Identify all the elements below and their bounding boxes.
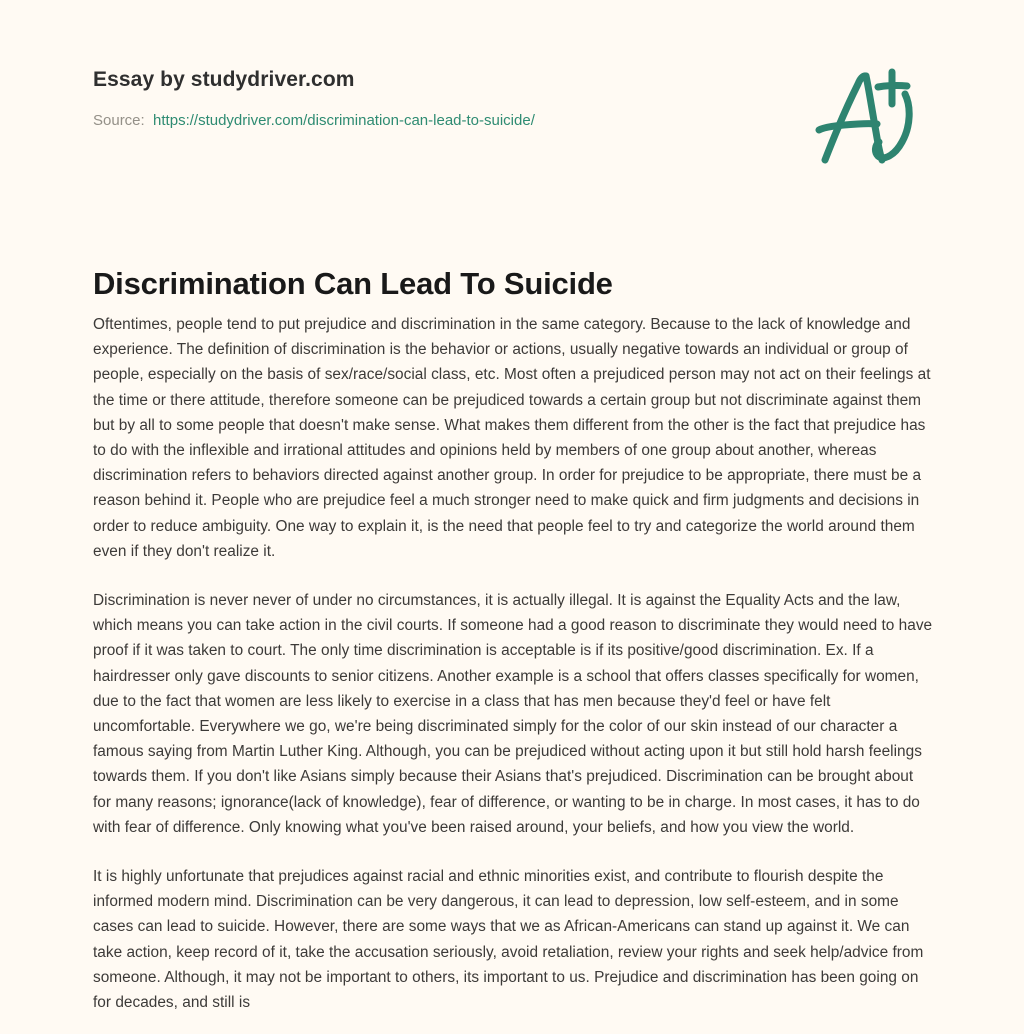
- source-line: [93, 111, 793, 131]
- essay-body: [93, 312, 933, 1015]
- brand-byline: Essay by studydriver.com: [93, 68, 355, 91]
- a-plus-logo-icon: [810, 68, 922, 168]
- page-title: Discrimination Can Lead To Suicide: [93, 265, 613, 301]
- document-header: [93, 66, 793, 131]
- paragraph: It is highly unfortunate that prejudices against racial and ethnic minorities exist, and contribute to flourish despite the informed modern mind. Discrimination can be very dangerous, it can lead to depression, low self-esteem, and in some cases can lead to suicide. However, there are some ways that we as African-Americans can stand up against it. We can take action, keep record of it, take the accusation seriously, avoid retaliation, review your rights and seek help/advice from someone. Although, it may not be important to others, its important to us. Prejudice and discrimination has been going on for decades, and still is: [93, 868, 924, 1012]
- source-label: Source:: [93, 112, 145, 129]
- paragraph: Oftentimes, people tend to put prejudice and discrimination in the same category. Because to the lack of knowledge and experience. The definition of discrimination is the behavior or actions, usually negative towards an individual or group of people, especially on the basis of sex/race/social class, etc. Most often a prejudiced person may not act on their feelings at the time or there attitude, therefore someone can be prejudiced towards a certain group but not discriminate against them but by all to some people that doesn't make sense. What makes them different from the other is the fact that prejudice has to do with the inflexible and irrational attitudes and opinions held by members of one group about another, whereas discrimination refers to behaviors directed against another group. In order for prejudice to be appropriate, there must be a reason behind it. People who are prejudice feel a much stronger need to make quick and firm judgments and decisions in order to reduce ambiguity. One way to explain it, is the need that people feel to try and categorize the world around them even if they don't realize it.: [93, 316, 931, 560]
- source-url-link[interactable]: https://studydriver.com/discrimination-can-lead-to-suicide/: [153, 112, 535, 129]
- a-plus-logo: [810, 68, 922, 168]
- paragraph: Discrimination is never never of under no circumstances, it is actually illegal. It is against the Equality Acts and the law, which means you can take action in the civil courts. If someone had a good reason to discriminate they would need to have proof if it was taken to court. The only time discrimination is acceptable is if its positive/good discrimination. Ex. If a hairdresser only gave discounts to senior citizens. Another example is a school that offers classes specifically for women, due to the fact that women are less likely to exercise in a class that has men because they'd feel or have felt uncomfortable. Everywhere we go, we're being discriminated simply for the color of our skin instead of our character a famous saying from Martin Luther King. Although, you can be prejudiced without acting upon it but still hold harsh feelings towards them. If you don't like Asians simply because their Asians that's prejudiced. Discrimination can be brought about for many reasons; ignorance(lack of knowledge), fear of difference, or wanting to be in charge. In most cases, it has to do with fear of difference. Only knowing what you've been raised around, your beliefs, and how you view the world.: [93, 592, 933, 836]
